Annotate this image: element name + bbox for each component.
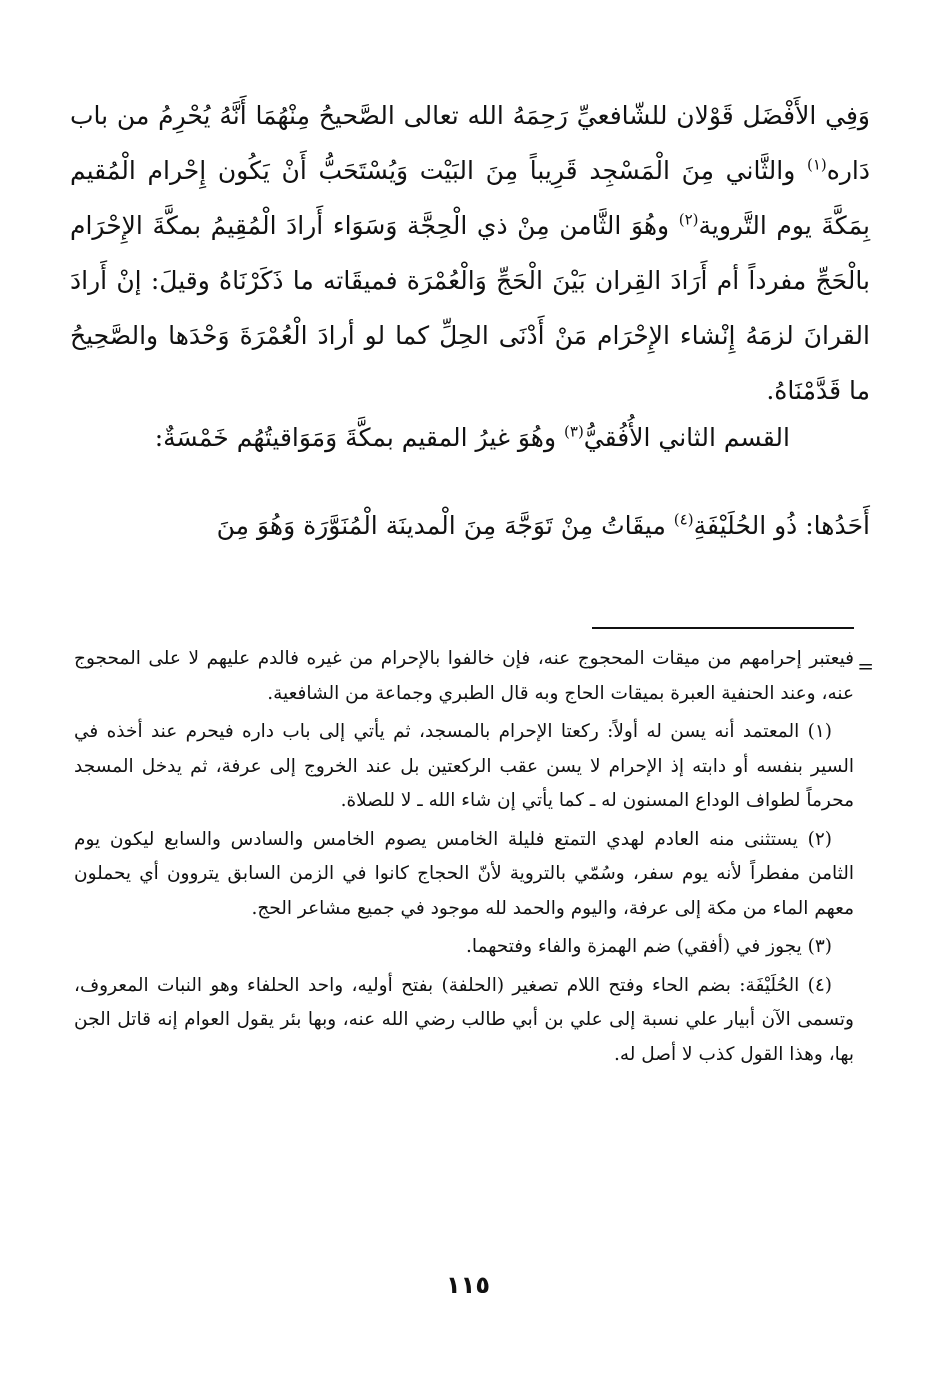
section-heading (140, 410, 790, 465)
footnote-3: (٣) يجوز في (أفقي) ضم الهمزة والفاء وفتحهما. (466, 936, 832, 957)
section-heading-part-a: القسم الثاني الأُفُقيُّ (583, 423, 790, 452)
footnote-ref-1[interactable]: (١) (806, 155, 827, 174)
main-text-block (70, 88, 870, 418)
page-number: ١١٥ (446, 1270, 490, 1299)
footnote-ref-4[interactable]: (٤) (673, 510, 694, 529)
main-paragraph-part-a: وَفِي الأَفْضَل قَوْلان للشّافعيِّ رَحِمَهُ الله تعالى الصَّحيحُ مِنْهُمَا أَنَّهُ يُحْرِمُ من باب دَاره (70, 101, 870, 185)
first-miqat-line (70, 498, 870, 553)
footnote-continuation-mark: = (857, 654, 874, 678)
footnote-continued: فيعتبر إحرامهم من ميقات المحجوج عنه، فإن خالفوا بالإحرام من غيره فالدم عليهم لا على المحجوج عنه، وعند الحنفية العبرة بميقات الحاج وبه قال الطبري وجماعة من الشافعية. (74, 648, 854, 704)
footnote-ref-3[interactable]: (٣) (564, 422, 584, 441)
main-paragraph (70, 88, 870, 418)
footnotes-block (74, 642, 854, 1076)
first-miqat-part-b: ميقَاتُ مِنْ تَوَجَّهَ مِنَ الْمدينَة الْمُنَوَّرَة وَهُوَ مِنَ (216, 511, 674, 540)
section-heading-part-b: وهُوَ غيرُ المقيم بمكَّةَ وَمَوَاقيتُهُم خَمْسَةٌ: (154, 423, 565, 452)
main-paragraph-part-b: والثَّاني مِنَ الْمَسْجِد قَرِيباً مِنَ البَيْت وَيُسْتَحَبُّ أَنْ يَكُون إِحْرام الْمُقيم بِمَكَّةَ يوم التَّروية (70, 156, 870, 240)
footnote-4: (٤) الحُلَيْفَة: بضم الحاء وفتح اللام تصغير (الحلفة) بفتح أوليه، واحد الحلفاء وهو النبات المعروف، وتسمى الآن أبيار علي نسبة إلى علي بن أبي طالب رضي الله عنه، وبها بئر يقول العوام إنه قاتل الجن بها، وهذا القول كذب لا أصل له. (74, 974, 854, 1065)
first-miqat-part-a: أَحَدُها: ذُو الحُلَيْفَةِ (693, 511, 870, 540)
footnote-ref-2[interactable]: (٢) (678, 210, 699, 229)
footnote-2: (٢) يستثنى منه العادم لهدي التمتع فليلة الخامس يصوم الخامس والسادس والسابع ليكون يوم الثامن مفطراً لأنه يوم سفر، وسُمّي بالتروية لأنّ الحجاج كانوا في الزمن السابق يتروون أي يحملون معهم الماء من مكة إلى عرفة، واليوم والحمد لله موجود في جميع مشاعر الحج. (74, 828, 854, 919)
footnote-1: (١) المعتمد أنه يسن له أولاً: ركعتا الإحرام بالمسجد، ثم يأتي إلى باب داره فيحرم عند أخذه في السير بنفسه أو دابته إذ الإحرام لا يسن عقب الركعتين بل عند الخروج إلى عرفة، ثم يدخل المسجد محرماً لطواف الوداع المسنون له ـ كما يأتي إن شاء الله ـ لا للصلاة. (74, 721, 854, 811)
main-paragraph-part-c: وهُوَ الثَّامن مِنْ ذي الْحِجَّة وَسَوَاء أَرادَ الْمُقِيمُ بمكَّةَ الإِحْرَام بالْحَجِّ مفرداً أم أَرَادَ القِران بَيْنَ الْحَجِّ وَالْعُمْرَة فميقَاته ما ذَكَرْنَاهُ وقيلَ: إنْ أَرادَ القرانَ لزمَهُ إِنْشاء الإِحْرَام مَنْ أَدْنَى الحِلِّ كما لو أرادَ الْعُمْرَةَ وَحْدَها والصَّحِيحُ ما قَدَّمْنَاهُ. (70, 211, 870, 405)
footnote-separator (592, 627, 854, 629)
